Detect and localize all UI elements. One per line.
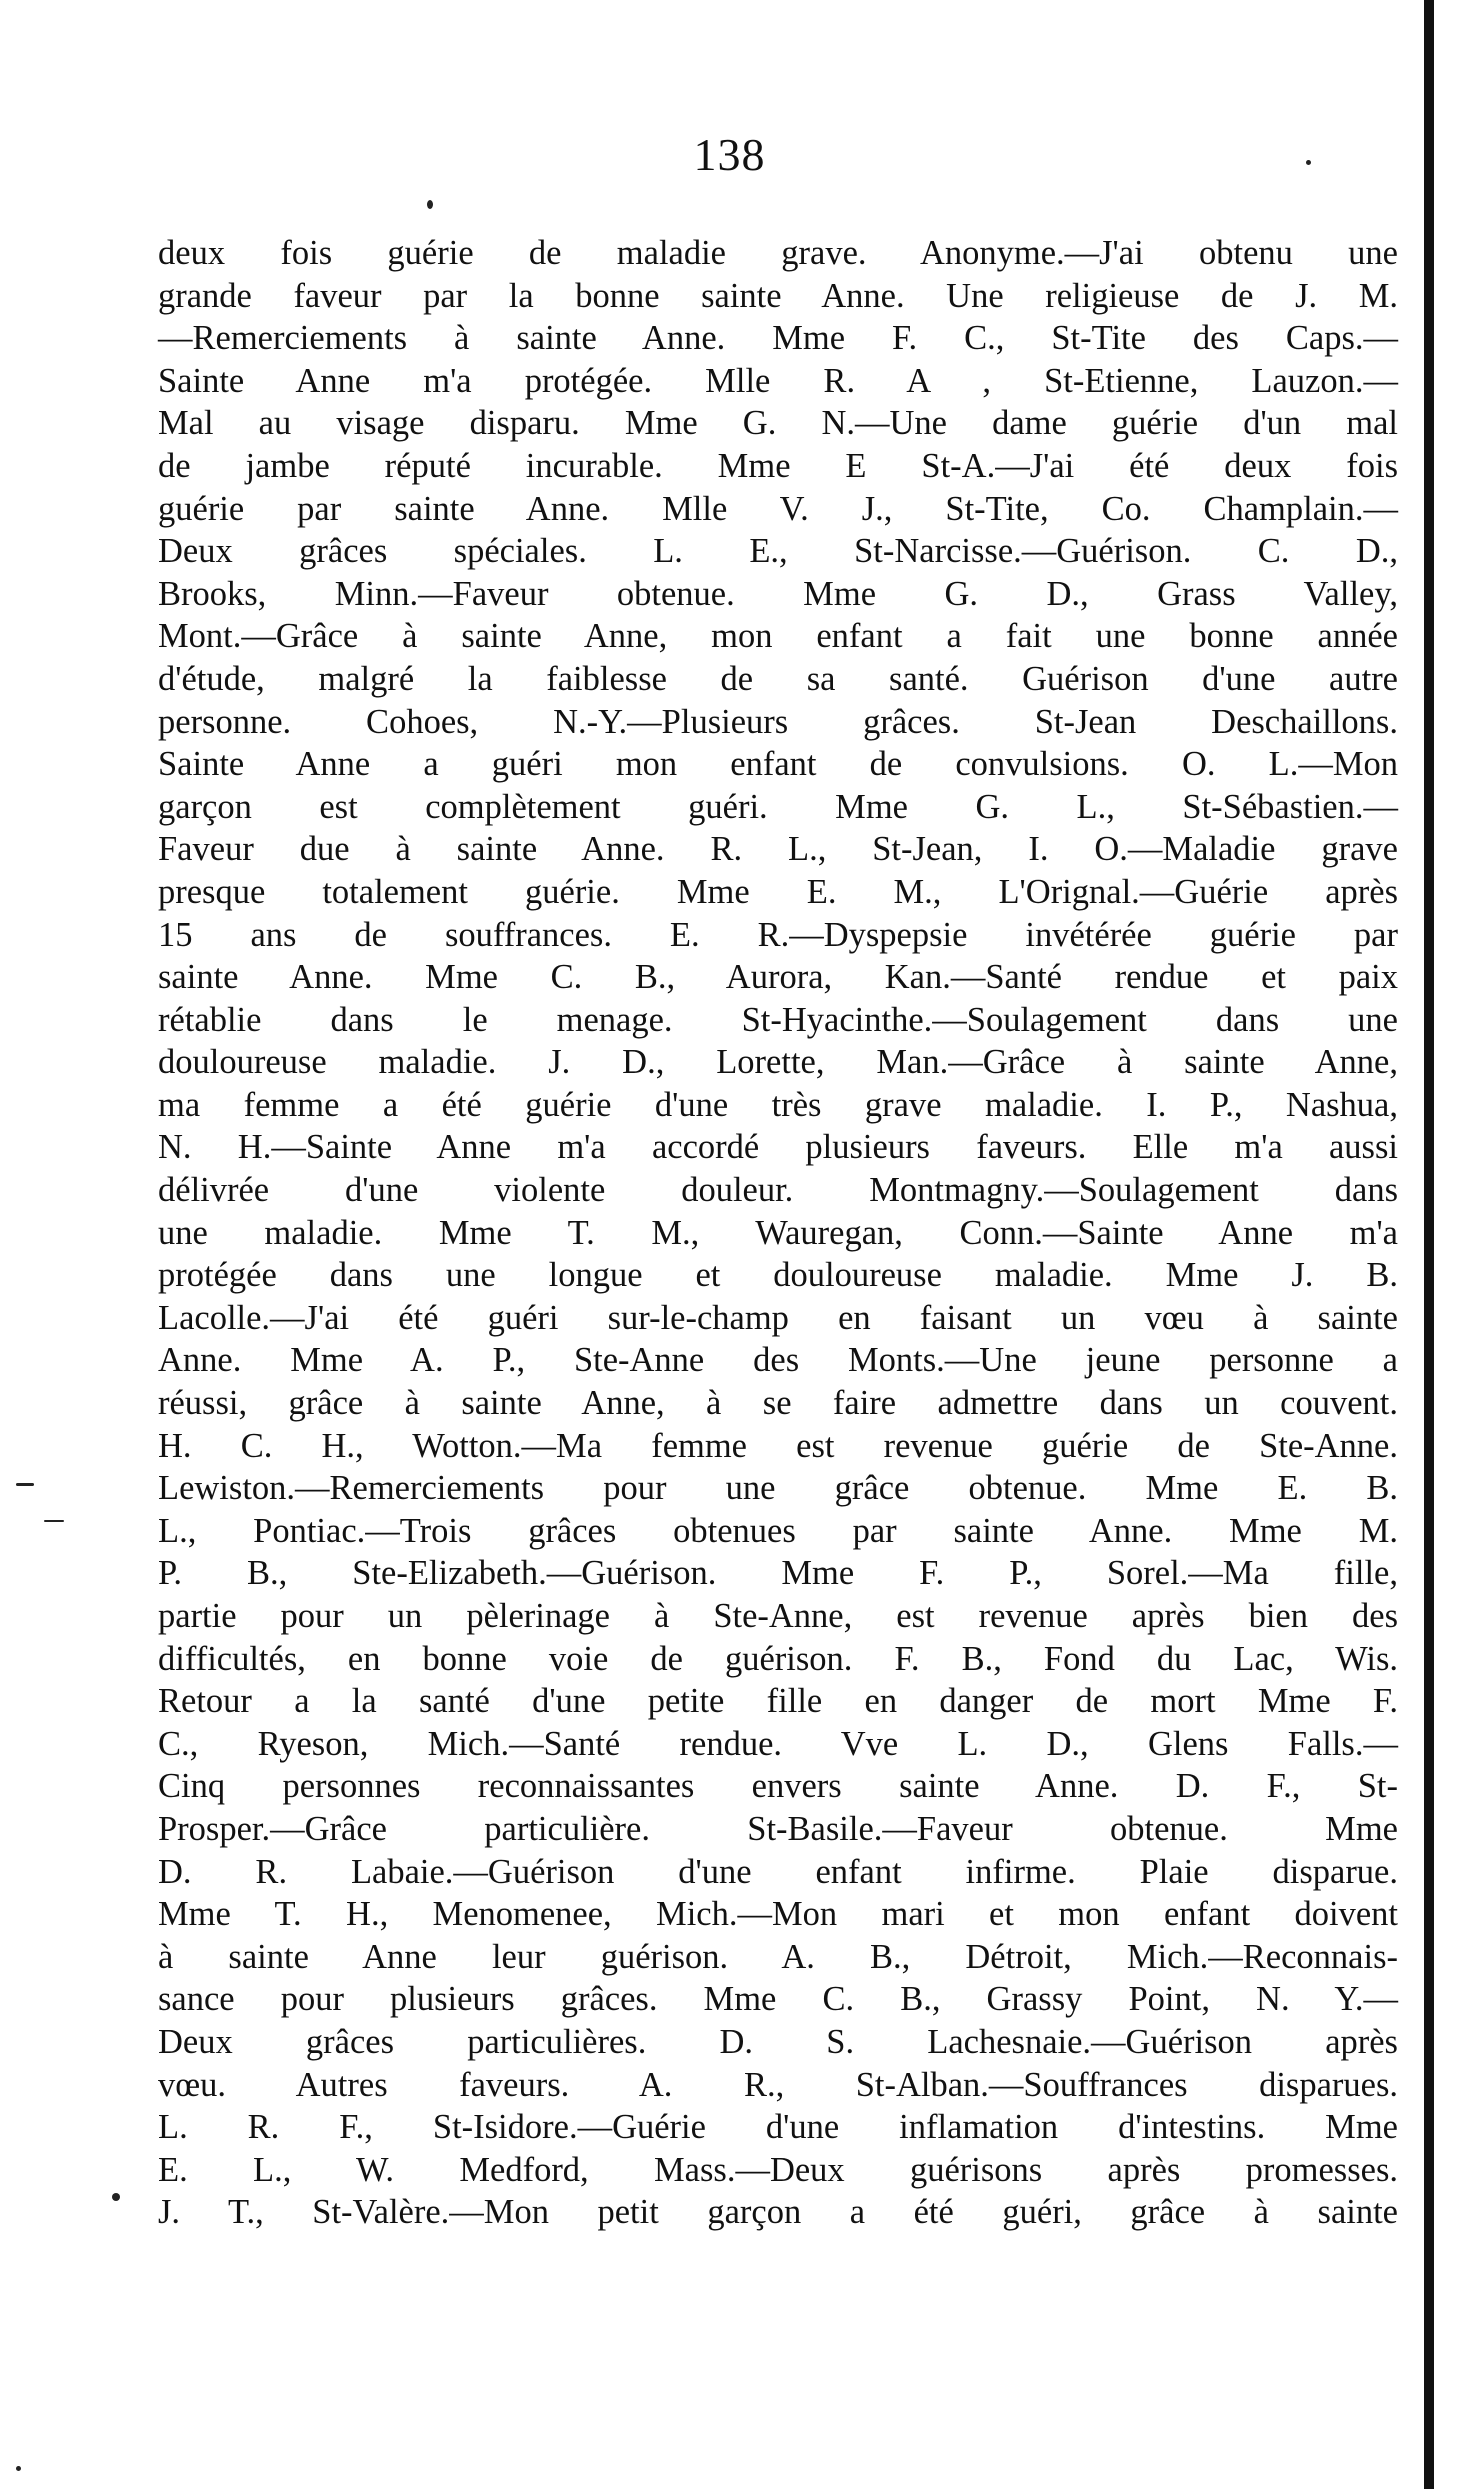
text-line: partie pour un pèlerinage à Ste-Anne, est revenue après bien des [158,1597,1398,1635]
text-line: Retour a la santé d'une petite fille en danger de mort Mme F. [158,1682,1398,1721]
text-line: réussi, grâce à sainte Anne, à se faire admettre dans un couvent. [158,1384,1398,1423]
speck-mark [44,1520,64,1522]
text-line: —Remerciements à sainte Anne. Mme F. C., St-Tite des Caps.— [158,319,1398,358]
text-line: douloureuse maladie. J. D., Lorette, Man.—Grâce à sainte Anne, [158,1043,1398,1082]
text-line: personne. Cohoes, N.-Y.—Plusieurs grâces. St-Jean Deschaillons. [158,702,1398,741]
speck-mark [427,200,433,209]
text-body [158,232,1398,2234]
text-line: L. R. F., St-Isidore.—Guérie d'une inflamation d'intestins. Mme [158,2108,1398,2147]
text-line: Sainte Anne m'a protégée. Mlle R. A , St-Etienne, Lauzon.— [158,361,1398,400]
text-line: Lewiston.—Remerciements pour une grâce obtenue. Mme E. B. [158,1469,1398,1508]
text-line: N. H.—Sainte Anne m'a accordé plusieurs faveurs. Elle m'a aussi [158,1128,1398,1167]
text-line: Prosper.—Grâce particulière. St-Basile.—Faveur obtenue. Mme [158,1809,1398,1848]
text-line: Cinq personnes reconnaissantes envers sainte Anne. D. F., St- [158,1767,1398,1806]
text-line: J. T., St-Valère.—Mon petit garçon a été guéri, grâce à sainte [158,2193,1398,2232]
speck-mark [1306,160,1311,165]
text-line: Anne. Mme A. P., Ste-Anne des Monts.—Une jeune personne a [158,1341,1398,1380]
text-line: de jambe réputé incurable. Mme E St-A.—J'ai été deux fois [158,446,1398,485]
page-number: 138 [693,129,766,180]
text-line: Sainte Anne a guéri mon enfant de convulsions. O. L.—Mon [158,745,1398,784]
text-line: garçon est complètement guéri. Mme G. L., St-Sébastien.— [158,787,1398,826]
text-line: grande faveur par la bonne sainte Anne. Une religieuse de J. M. [158,276,1398,315]
text-line: presque totalement guérie. Mme E. M., L'Orignal.—Guérie après [158,872,1398,911]
text-line: Mont.—Grâce à sainte Anne, mon enfant a fait une bonne année [158,617,1398,656]
text-line: protégée dans une longue et douloureuse maladie. Mme J. B. [158,1256,1398,1295]
text-line: Lacolle.—J'ai été guéri sur-le-champ en faisant un vœu à sainte [158,1298,1398,1337]
text-line: E. L., W. Medford, Mass.—Deux guérisons après promesses. [158,2150,1398,2189]
speck-mark [16,2466,21,2471]
text-line: C., Ryeson, Mich.—Santé rendue. Vve L. D., Glens Falls.— [158,1724,1398,1763]
speck-mark [112,2193,120,2201]
text-line: L., Pontiac.—Trois grâces obtenues par sainte Anne. Mme M. [158,1511,1398,1550]
text-line: difficultés, en bonne voie de guérison. F. B., Fond du Lac, Wis. [158,1639,1398,1678]
text-line: 15 ans de souffrances. E. R.—Dyspepsie invétérée guérie par [158,915,1398,954]
text-line: H. C. H., Wotton.—Ma femme est revenue guérie de Ste-Anne. [158,1426,1398,1465]
text-line: sainte Anne. Mme C. B., Aurora, Kan.—Santé rendue et paix [158,958,1398,997]
text-line: à sainte Anne leur guérison. A. B., Détroit, Mich.—Reconnais- [158,1937,1398,1976]
text-line: ma femme a été guérie d'une très grave maladie. I. P., Nashua, [158,1085,1398,1124]
text-line: Deux grâces spéciales. L. E., St-Narcisse.—Guérison. C. D., [158,532,1398,571]
text-line: deux fois guérie de maladie grave. Anonyme.—J'ai obtenu une [158,234,1398,272]
text-line: vœu. Autres faveurs. A. R., St-Alban.—Souffrances disparues. [158,2065,1398,2104]
text-line: d'étude, malgré la faiblesse de sa santé. Guérison d'une autre [158,659,1398,698]
text-line: Brooks, Minn.—Faveur obtenue. Mme G. D., Grass Valley, [158,574,1398,613]
text-line: rétablie dans le menage. St-Hyacinthe.—Soulagement dans une [158,1000,1398,1039]
text-line: délivrée d'une violente douleur. Montmagny.—Soulagement dans [158,1171,1398,1210]
text-line: une maladie. Mme T. M., Wauregan, Conn.—Sainte Anne m'a [158,1213,1398,1252]
text-line: Mme T. H., Menomenee, Mich.—Mon mari et mon enfant doivent [158,1895,1398,1934]
speck-mark [16,1483,34,1486]
page-edge-bar [1424,0,1434,2489]
text-line: sance pour plusieurs grâces. Mme C. B., Grassy Point, N. Y.— [158,1980,1398,2019]
text-line: P. B., Ste-Elizabeth.—Guérison. Mme F. P., Sorel.—Ma fille, [158,1554,1398,1593]
text-line: Faveur due à sainte Anne. R. L., St-Jean, I. O.—Maladie grave [158,830,1398,869]
text-line: D. R. Labaie.—Guérison d'une enfant infirme. Plaie disparue. [158,1852,1398,1891]
text-line: Deux grâces particulières. D. S. Lachesnaie.—Guérison après [158,2022,1398,2061]
text-line: Mal au visage disparu. Mme G. N.—Une dame guérie d'un mal [158,404,1398,443]
text-line: guérie par sainte Anne. Mlle V. J., St-Tite, Co. Champlain.— [158,489,1398,528]
